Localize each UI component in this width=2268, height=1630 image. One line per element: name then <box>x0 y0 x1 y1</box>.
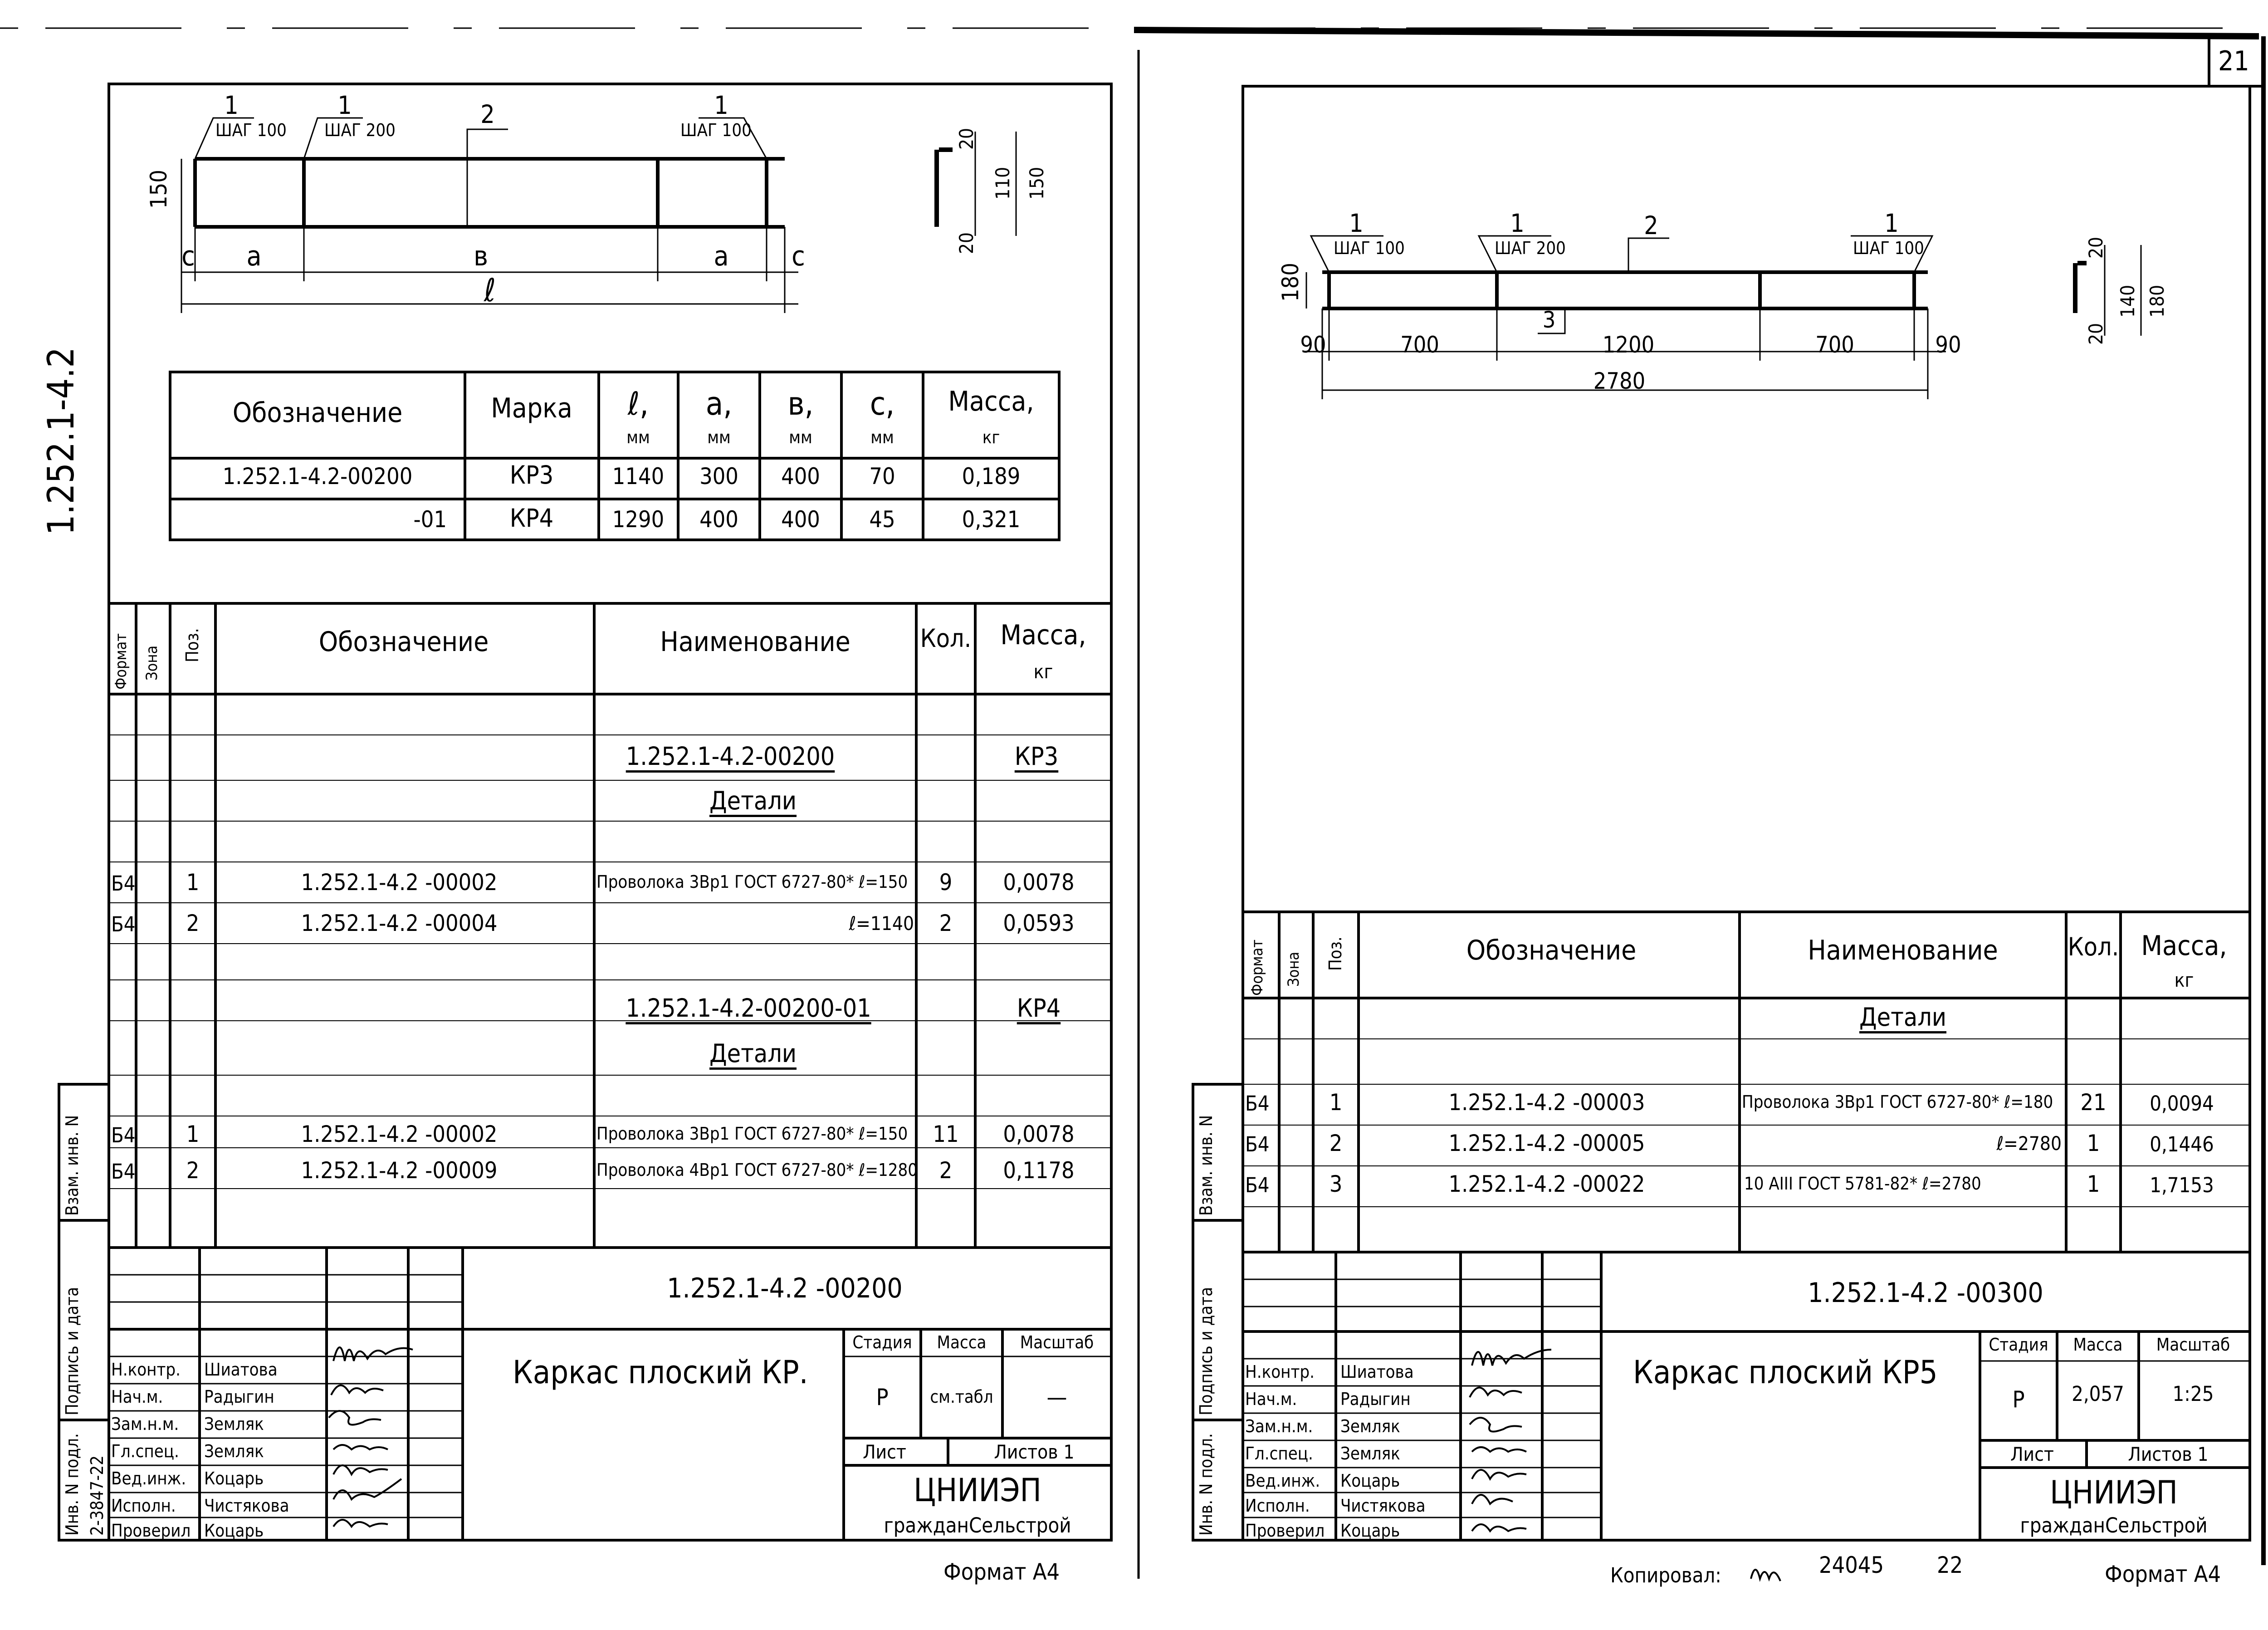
spec-header-qty: Кол. <box>2068 932 2119 961</box>
variants-cell: 300 <box>699 463 738 489</box>
section-dim: 20 <box>955 127 978 150</box>
title-org-sub: гражданСельстрой <box>884 1513 1071 1537</box>
person-name: Радыгин <box>204 1387 274 1407</box>
section-dim: 110 <box>992 166 1014 200</box>
role-label: Н.контр. <box>111 1360 181 1380</box>
section-dim: 180 <box>2146 284 2168 318</box>
spec-header-name: Наименование <box>660 626 850 658</box>
title-mass: 2,057 <box>2072 1382 2124 1406</box>
title-org-sub: гражданСельстрой <box>2020 1513 2208 1537</box>
role-label: Зам.н.м. <box>111 1414 179 1434</box>
spec-group-mark: КР3 <box>1014 742 1059 771</box>
person-name: Чистякова <box>204 1496 289 1516</box>
spec-row-designation: 1.252.1-4.2 -00022 <box>1448 1171 1645 1197</box>
spec-header-name: Наименование <box>1808 935 1998 966</box>
person-name: Коцарь <box>1340 1471 1400 1491</box>
sketch-pos-label: 2 <box>1644 211 1658 240</box>
spec-section-title: Детали <box>1859 1003 1947 1032</box>
sketch-dim-height: 150 <box>146 170 172 209</box>
title-name: Каркас плоский КР. <box>513 1354 808 1391</box>
spec-group-designation: 1.252.1-4.2-00200 <box>626 742 835 771</box>
spec-header-mass-unit: кг <box>1033 661 1053 683</box>
variants-cell: 45 <box>869 506 895 533</box>
title-stage-label: Стадия <box>852 1332 912 1352</box>
sketch-dim: 1200 <box>1602 332 1655 358</box>
sketch-dim: 700 <box>1400 332 1439 358</box>
variants-cell: 1.252.1-4.2-00200 <box>222 463 413 489</box>
sketch-dim: 90 <box>1300 332 1326 358</box>
spec-row-designation: 1.252.1-4.2 -00005 <box>1448 1130 1645 1156</box>
title-stage-label: Стадия <box>1989 1335 2048 1355</box>
copied-by-label: Копировал: <box>1610 1563 1721 1587</box>
role-label: Нач.м. <box>111 1387 163 1407</box>
format-label: Формат А4 <box>943 1559 1060 1585</box>
sketch-pos-label: 1 <box>224 91 239 120</box>
vertical-doc-code: 1.252.1-4.2 <box>40 347 82 535</box>
spec-row-format: Б4 <box>111 912 136 936</box>
sketch-pos-label: 1 <box>337 91 352 120</box>
variants-unit: кг <box>982 427 1000 447</box>
spec-row-designation: 1.252.1-4.2 -00004 <box>301 910 498 936</box>
section-dim: 150 <box>1026 166 1048 200</box>
spec-header-mass-unit: кг <box>2174 969 2194 991</box>
variants-unit: мм <box>707 427 731 447</box>
section-dim: 20 <box>2085 236 2107 259</box>
variants-cell: КР3 <box>509 460 554 489</box>
spec-row-name: Проволока 3Вр1 ГОСТ 6727-80* ℓ=150 <box>596 872 908 892</box>
spec-row-qty: 11 <box>933 1121 959 1147</box>
variants-cell: 0,189 <box>962 463 1021 489</box>
person-name: Земляк <box>1340 1416 1400 1436</box>
stamp-vzam: Взам. инв. N <box>62 1115 82 1216</box>
role-label: Гл.спец. <box>111 1441 179 1461</box>
sketch-step-label: ШАГ 100 <box>1334 238 1405 258</box>
sketch-step-label: ШАГ 200 <box>324 120 396 140</box>
spec-row-name: Проволока 3Вр1 ГОСТ 6727-80* ℓ=150 <box>596 1124 908 1144</box>
spec-row-name: Проволока 4Вр1 ГОСТ 6727-80* ℓ=1280 <box>596 1160 918 1180</box>
sketch-dim: a <box>246 240 262 272</box>
person-name: Земляк <box>1340 1444 1400 1464</box>
variants-header: Обозначение <box>232 397 403 429</box>
page-number: 21 <box>2218 45 2249 77</box>
sketch-dim: a <box>714 240 729 272</box>
sketch-dim: 700 <box>1815 332 1854 358</box>
spec-row-designation: 1.252.1-4.2 -00009 <box>301 1157 498 1184</box>
section-dim: 20 <box>2085 323 2107 345</box>
spec-header-designation: Обозначение <box>318 626 489 658</box>
title-sheet-label: Лист <box>2010 1443 2054 1465</box>
role-label: Гл.спец. <box>1245 1444 1313 1464</box>
spec-header-zone: Зона <box>1285 951 1303 987</box>
spec-row-pos: 1 <box>186 869 200 896</box>
spec-row-pos: 2 <box>1329 1130 1343 1156</box>
spec-group-designation: 1.252.1-4.2-00200-01 <box>626 994 871 1023</box>
sketch-dim-height: 180 <box>1277 263 1304 302</box>
spec-row-qty: 1 <box>2087 1171 2100 1197</box>
spec-row-name: 10 АIII ГОСТ 5781-82* ℓ=2780 <box>1744 1174 1981 1194</box>
sketch-dim-total: 2780 <box>1593 368 1646 394</box>
stamp-vzam: Взам. инв. N <box>1196 1115 1216 1216</box>
spec-header-pos: Поз. <box>182 628 202 662</box>
spec-section-title: Детали <box>709 1039 797 1068</box>
variants-cell: 400 <box>781 463 820 489</box>
variants-unit: мм <box>789 427 812 447</box>
variants-cell: 1290 <box>612 506 665 533</box>
spec-row-pos: 2 <box>186 910 200 936</box>
title-sheets-label: Листов 1 <box>2128 1443 2209 1465</box>
variants-cell: 0,321 <box>962 506 1021 533</box>
spec-row-format: Б4 <box>1245 1092 1270 1116</box>
footer-number: 24045 <box>1819 1552 1884 1578</box>
variants-unit: мм <box>626 427 650 447</box>
role-label: Нач.м. <box>1245 1389 1297 1409</box>
spec-header-qty: Кол. <box>920 624 972 653</box>
sketch-pos-label: 1 <box>1349 209 1364 238</box>
spec-row-qty: 1 <box>2087 1130 2100 1156</box>
sketch-pos-label: 1 <box>714 91 728 120</box>
stamp-signature: Подпись и дата <box>62 1287 82 1415</box>
spec-row-mass: 1,7153 <box>2150 1173 2214 1197</box>
title-stage: Р <box>2012 1386 2025 1413</box>
person-name: Коцарь <box>204 1521 264 1541</box>
person-name: Чистякова <box>1340 1496 1426 1516</box>
variants-unit: мм <box>870 427 894 447</box>
spec-row-pos: 3 <box>1329 1171 1343 1197</box>
spec-row-name: ℓ=1140 <box>849 912 914 935</box>
spec-header-designation: Обозначение <box>1466 935 1637 966</box>
sketch-step-label: ШАГ 100 <box>1853 238 1924 258</box>
variants-cell: 1140 <box>612 463 665 489</box>
title-stage: Р <box>876 1384 889 1410</box>
person-name: Шиатова <box>1340 1362 1414 1382</box>
spec-row-format: Б4 <box>111 1160 136 1184</box>
role-label: Вед.инж. <box>111 1468 186 1488</box>
title-scale: 1:25 <box>2172 1382 2214 1406</box>
spec-row-qty: 9 <box>939 869 953 896</box>
sketch-dim-total: ℓ <box>484 272 496 309</box>
variants-cell: 400 <box>781 506 820 533</box>
spec-row-name: Проволока 3Вр1 ГОСТ 6727-80* ℓ=180 <box>1742 1092 2053 1112</box>
section-dim: 20 <box>955 232 978 254</box>
role-label: Исполн. <box>111 1496 176 1516</box>
role-label: Проверил <box>111 1521 191 1541</box>
spec-header-format: Формат <box>112 633 130 690</box>
role-label: Вед.инж. <box>1245 1471 1320 1491</box>
variants-cell: 400 <box>699 506 738 533</box>
role-label: Зам.н.м. <box>1245 1416 1313 1436</box>
variants-header: в, <box>787 385 814 422</box>
spec-row-mass: 0,0593 <box>1003 910 1075 936</box>
spec-section-title: Детали <box>709 786 797 815</box>
person-name: Коцарь <box>1340 1521 1400 1541</box>
footer-number: 22 <box>1937 1552 1963 1578</box>
spec-row-designation: 1.252.1-4.2 -00002 <box>301 1121 498 1147</box>
sketch-dim: 90 <box>1935 332 1961 358</box>
spec-row-pos: 1 <box>186 1121 200 1147</box>
title-sheet-label: Лист <box>863 1441 906 1463</box>
variants-cell: 70 <box>869 463 895 489</box>
stamp-signature: Подпись и дата <box>1196 1287 1216 1415</box>
role-label: Исполн. <box>1245 1496 1310 1516</box>
variants-header: Марка <box>491 392 572 424</box>
spec-row-mass: 0,0078 <box>1003 1121 1075 1147</box>
sketch-dim: c <box>181 240 195 272</box>
section-dim: 140 <box>2116 284 2139 318</box>
format-label: Формат А4 <box>2105 1561 2221 1587</box>
person-name: Земляк <box>204 1414 264 1434</box>
stamp-inv: Инв. N подл. <box>1196 1433 1216 1536</box>
title-org: ЦНИИЭП <box>914 1472 1041 1509</box>
variants-header: c, <box>870 385 895 422</box>
spec-row-pos: 2 <box>186 1157 200 1184</box>
stamp-inv-number: 2-3847-22 <box>87 1455 107 1536</box>
title-doc-code: 1.252.1-4.2 -00300 <box>1808 1277 2043 1309</box>
sketch-pos-label: 2 <box>480 100 495 129</box>
stamp-inv: Инв. N подл. <box>62 1433 82 1536</box>
person-name: Коцарь <box>204 1468 264 1488</box>
spec-header-format: Формат <box>1248 939 1266 996</box>
person-name: Радыгин <box>1340 1389 1411 1409</box>
sketch-dim: в <box>474 240 488 272</box>
variants-header: Масса, <box>948 386 1034 417</box>
title-mass: см.табл <box>930 1387 993 1407</box>
person-name: Земляк <box>204 1441 264 1461</box>
spec-row-mass: 0,0078 <box>1003 869 1075 896</box>
title-mass-label: Масса <box>937 1332 987 1352</box>
spec-row-format: Б4 <box>1245 1173 1270 1197</box>
spec-row-qty: 21 <box>2080 1089 2107 1116</box>
sketch-step-label: ШАГ 100 <box>215 120 287 140</box>
spec-header-pos: Поз. <box>1325 936 1345 971</box>
person-name: Шиатова <box>204 1360 278 1380</box>
variants-header: ℓ, <box>627 385 649 422</box>
spec-row-format: Б4 <box>111 1123 136 1147</box>
title-scale-label: Масштаб <box>2156 1335 2230 1355</box>
title-scale-label: Масштаб <box>1020 1332 1094 1352</box>
spec-row-mass: 0,0094 <box>2150 1092 2214 1116</box>
spec-row-pos: 1 <box>1329 1089 1343 1116</box>
spec-header-zone: Зона <box>143 645 161 680</box>
spec-row-designation: 1.252.1-4.2 -00002 <box>301 869 498 896</box>
spec-header-mass: Масса, <box>2141 930 2227 962</box>
spec-row-mass: 0,1446 <box>2150 1132 2214 1156</box>
sketch-step-label: ШАГ 100 <box>680 120 752 140</box>
spec-row-name: ℓ=2780 <box>1996 1132 2062 1155</box>
title-org: ЦНИИЭП <box>2050 1474 2178 1511</box>
title-scale: — <box>1046 1384 1067 1410</box>
sketch-dim: c <box>792 240 805 272</box>
role-label: Проверил <box>1245 1521 1325 1541</box>
variants-cell: КР4 <box>509 504 554 533</box>
variants-cell: -01 <box>413 506 447 533</box>
spec-row-qty: 2 <box>939 1157 953 1184</box>
spec-row-format: Б4 <box>111 871 136 896</box>
sketch-step-label: ШАГ 200 <box>1495 238 1566 258</box>
spec-header-mass: Масса, <box>1000 619 1086 651</box>
role-label: Н.контр. <box>1245 1362 1315 1382</box>
sketch-pos-label: 3 <box>1542 307 1556 333</box>
variants-header: a, <box>705 385 733 422</box>
sketch-pos-label: 1 <box>1884 209 1899 238</box>
sketch-pos-label: 1 <box>1510 209 1525 238</box>
title-doc-code: 1.252.1-4.2 -00200 <box>667 1273 903 1304</box>
spec-row-designation: 1.252.1-4.2 -00003 <box>1448 1089 1645 1116</box>
spec-row-format: Б4 <box>1245 1132 1270 1156</box>
spec-group-mark: КР4 <box>1017 994 1061 1023</box>
title-mass-label: Масса <box>2073 1335 2123 1355</box>
title-name: Каркас плоский КР5 <box>1633 1354 1938 1391</box>
spec-row-qty: 2 <box>939 910 953 936</box>
spec-row-mass: 0,1178 <box>1003 1157 1075 1184</box>
title-sheets-label: Листов 1 <box>994 1441 1075 1463</box>
